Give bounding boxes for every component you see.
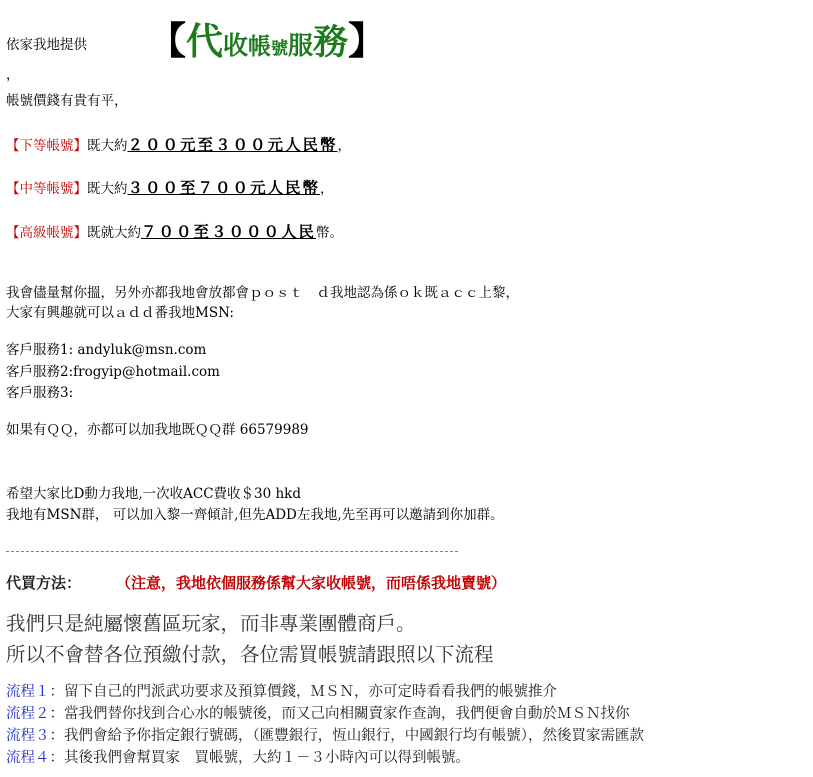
statement-line-2: 所以不會替各位預繳付款，各位需買帳號請跟照以下流程 bbox=[6, 643, 494, 666]
process-step-1: 流程１：留下自己的門派武功要求及預算價錢，ＭＳＮ，亦可定時看看我們的帳號推介 bbox=[6, 684, 557, 700]
contact-1: 客戶服務1: andyluk@msn.com bbox=[6, 342, 207, 358]
paragraph-line-2: 大家有興趣就可以ａｄｄ番我地MSN: bbox=[6, 305, 234, 321]
statement-line-1: 我們只是純屬懷舊區玩家，而非專業團體商戶。 bbox=[6, 612, 416, 635]
divider bbox=[6, 551, 458, 552]
qq-group-line: 如果有ＱＱ，亦都可以加我地既ＱＱ群 66579989 bbox=[6, 422, 309, 438]
tier-row-mid: 【中等帳號】既大約３００至７００元人民幣， bbox=[6, 178, 334, 197]
fee-line-2: 我地有MSN群， 可以加入黎一齊傾計,但先ADD左我地,先至再可以邀請到你加群。 bbox=[6, 507, 504, 523]
process-step-4: 流程４：其後我們會幫買家 買帳號，大約１－３小時內可以得到帳號。 bbox=[6, 750, 470, 766]
contact-2: 客戶服務2:frogyip@hotmail.com bbox=[6, 364, 220, 380]
purchase-note: （注意，我地依個服務係幫大家收帳號，而唔係我地賣號） bbox=[116, 574, 507, 592]
fee-line-1: 希望大家比D動力我地,一次收ACC費收＄30 hkd bbox=[6, 486, 302, 502]
service-title: 【代收帳號服務】 bbox=[148, 18, 387, 63]
intro-comma: ， bbox=[6, 67, 20, 83]
purchase-method-label: 代買方法： bbox=[6, 574, 82, 592]
process-step-2: 流程２：當我們替你找到合心水的帳號後，而又己向相關賣家作查詢，我們便會自動於ＭＳＮ找你 bbox=[6, 706, 630, 722]
intro-prefix: 依家我地提供 bbox=[6, 37, 87, 53]
tier-row-low: 【下等帳號】既大約２００元至３００元人民幣， bbox=[6, 135, 352, 154]
paragraph-line-1: 我會儘量幫你搵，另外亦都我地會放都會ｐｏｓｔ ｄ我地認為係ｏｋ既ａｃｃ上黎， bbox=[6, 285, 519, 301]
tier-row-high: 【高級帳號】既就大約７００至３０００人民幣。 bbox=[6, 222, 344, 241]
price-intro: 帳號價錢有貴有平， bbox=[6, 93, 128, 109]
contact-3: 客戶服務3: bbox=[6, 385, 74, 401]
process-step-3: 流程３：我們會給予你指定銀行號碼，（匯豐銀行，恆山銀行，中國銀行均有帳號），然後買家需匯款 bbox=[6, 728, 644, 744]
